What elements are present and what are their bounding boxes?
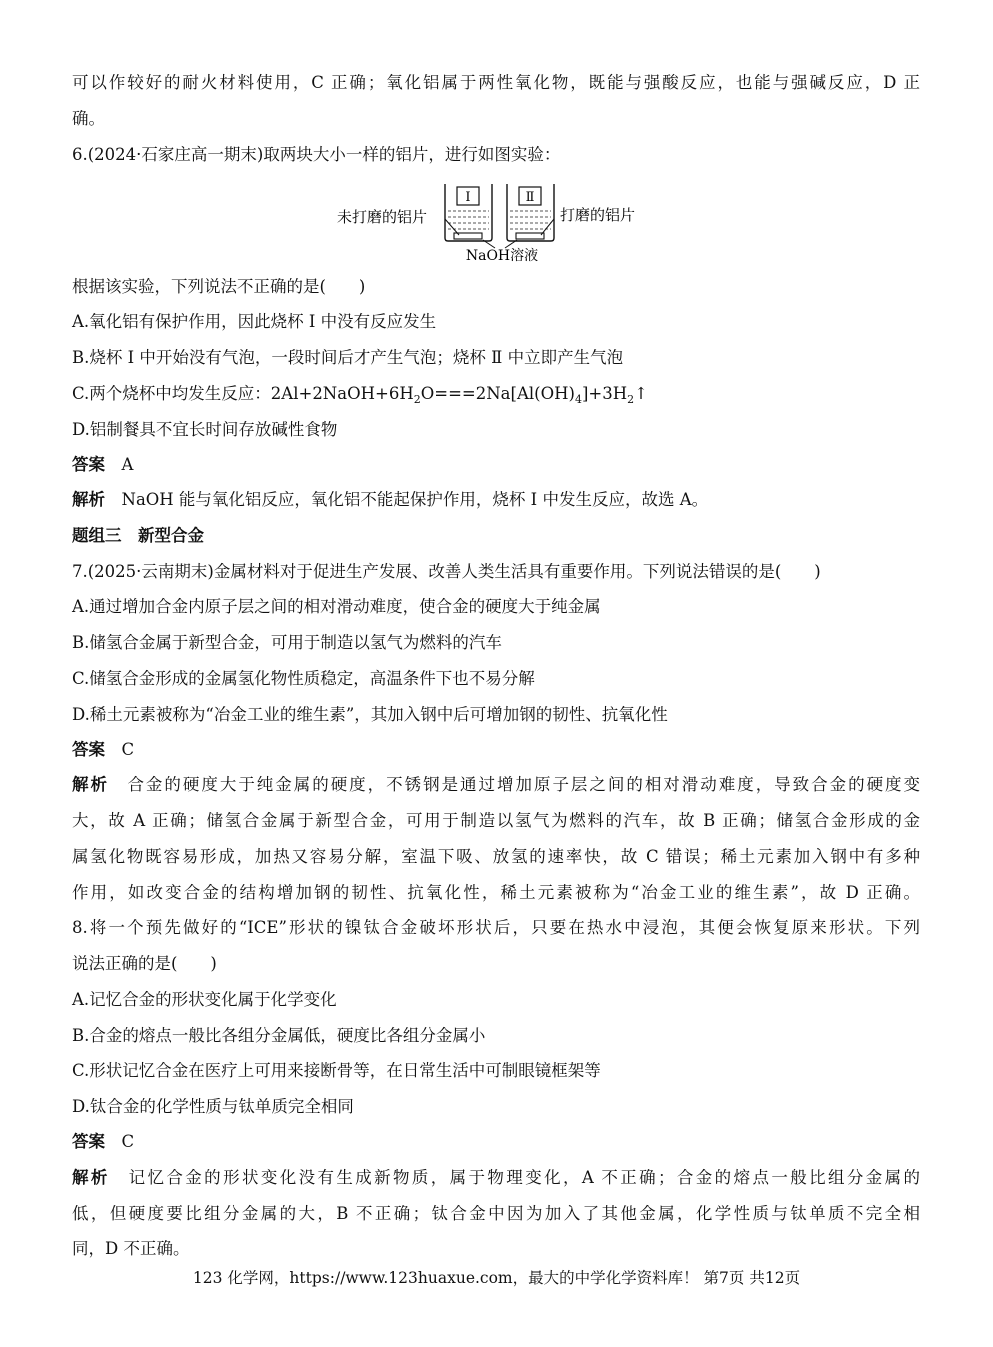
explanation-8-line: 低，但硬度要比组分金属的大，B 不正确；钛合金中因为加入了其他金属，化学性质与钛单质不完全相	[72, 1204, 920, 1223]
answer-value: C	[121, 1132, 135, 1151]
answer-7	[72, 739, 134, 761]
explanation-7-line: 作用，如改变合金的结构增加钢的韧性、抗氧化性，稀土元素被称为“冶金工业的维生素”，故 D 正确。	[72, 883, 920, 902]
beaker-1-label: Ⅰ	[465, 190, 471, 205]
beaker-2	[507, 184, 554, 241]
option-a: A.记忆合金的形状变化属于化学变化	[72, 990, 337, 1009]
question-6-stem: 6.(2024·石家庄高一期末)取两块大小一样的铝片，进行如图实验：	[72, 145, 561, 164]
answer-label: 答案	[72, 455, 105, 474]
option-b: B.储氢合金属于新型合金，可用于制造以氢气为燃料的汽车	[72, 633, 502, 652]
explanation-8-line: 解析 记忆合金的形状变化没有生成新物质，属于物理变化，A 不正确；合金的熔点一般比组分金属的	[72, 1168, 920, 1187]
explanation-7-line: 属氢化物既容易形成，加热又容易分解，室温下吸、放氢的速率快，故 C 错误；稀土元素加入钢中有多种	[72, 847, 920, 866]
group-heading: 题组三 新型合金	[72, 526, 204, 545]
beaker-2-label: Ⅱ	[525, 190, 535, 205]
explanation-label: 解析	[72, 490, 105, 509]
chemical-equation: $2Al+2NaOH+6H_2O===2Na[Al(OH)_4]+3H_2↑$	[270, 384, 648, 406]
beaker-1	[445, 184, 492, 241]
option-d: D.钛合金的化学性质与钛单质完全相同	[72, 1097, 354, 1116]
option-a: A.氧化铝有保护作用，因此烧杯 Ⅰ 中没有反应发生	[72, 312, 437, 331]
explanation-7-line: 大，故 A 正确；储氢合金属于新型合金，可用于制造以氢气为燃料的汽车，故 B 正确；储氢合金形成的金	[72, 811, 920, 830]
question-7-stem: 7.(2025·云南期末)金属材料对于促进生产发展、改善人类生活具有重要作用。下列说法错误的是( )	[72, 562, 821, 581]
answer-label: 答案	[72, 1132, 105, 1151]
question-8-stem-cont: 说法正确的是( )	[72, 954, 217, 973]
explanation-6: 解析 NaOH 能与氧化铝反应，氧化铝不能起保护作用，烧杯 Ⅰ 中发生反应，故选 A。	[72, 490, 709, 509]
explanation-label: 解析	[72, 1168, 110, 1187]
explanation-8-line: 同，D 不正确。	[72, 1239, 190, 1258]
naoh-solution-label: NaOH溶液	[465, 248, 539, 264]
option-b: B.合金的熔点一般比各组分金属低，硬度比各组分金属小	[72, 1026, 486, 1045]
answer-8	[72, 1131, 134, 1153]
question-8-stem: 8.将一个预先做好的“ICE”形状的镍钛合金破坏形状后，只要在热水中浸泡，其便会恢复原来形状。下列	[72, 918, 920, 937]
text-line: 确。	[72, 109, 105, 128]
answer-value: C	[121, 740, 135, 759]
answer-6	[72, 454, 133, 476]
option-c: C.形状记忆合金在医疗上可用来接断骨等，在日常生活中可制眼镜框架等	[72, 1061, 601, 1080]
beaker-experiment-figure	[337, 178, 657, 264]
explanation-label: 解析	[72, 775, 109, 794]
option-c	[72, 383, 648, 411]
polished-al-label: 打磨的铝片	[560, 206, 636, 224]
option-c-prefix: C.两个烧杯中均发生反应：	[72, 384, 271, 403]
answer-label: 答案	[72, 740, 105, 759]
option-b: B.烧杯 Ⅰ 中开始没有气泡，一段时间后才产生气泡；烧杯 Ⅱ 中立即产生气泡	[72, 348, 624, 367]
option-d: D.铝制餐具不宜长时间存放碱性食物	[72, 420, 338, 439]
option-a: A.通过增加合金内原子层之间的相对滑动难度，使合金的硬度大于纯金属	[72, 597, 601, 616]
question-6-prompt: 根据该实验，下列说法不正确的是( )	[72, 277, 366, 296]
option-d: D.稀土元素被称为“冶金工业的维生素”，其加入钢中后可增加钢的韧性、抗氧化性	[72, 705, 668, 724]
answer-value: A	[121, 455, 134, 474]
text-line: 可以作较好的耐火材料使用，C 正确；氧化铝属于两性氧化物，既能与强酸反应，也能与强碱反应，D 正	[72, 73, 920, 92]
option-c: C.储氢合金形成的金属氢化物性质稳定，高温条件下也不易分解	[72, 669, 535, 688]
page-footer: 123 化学网，https://www.123huaxue.com，最大的中学化学资料库！ 第7页 共12页	[192, 1269, 801, 1287]
unpolished-al-label: 未打磨的铝片	[337, 208, 428, 226]
explanation-7-line: 解析 合金的硬度大于纯金属的硬度，不锈钢是通过增加原子层之间的相对滑动难度，导致合金的硬度变	[72, 775, 921, 794]
